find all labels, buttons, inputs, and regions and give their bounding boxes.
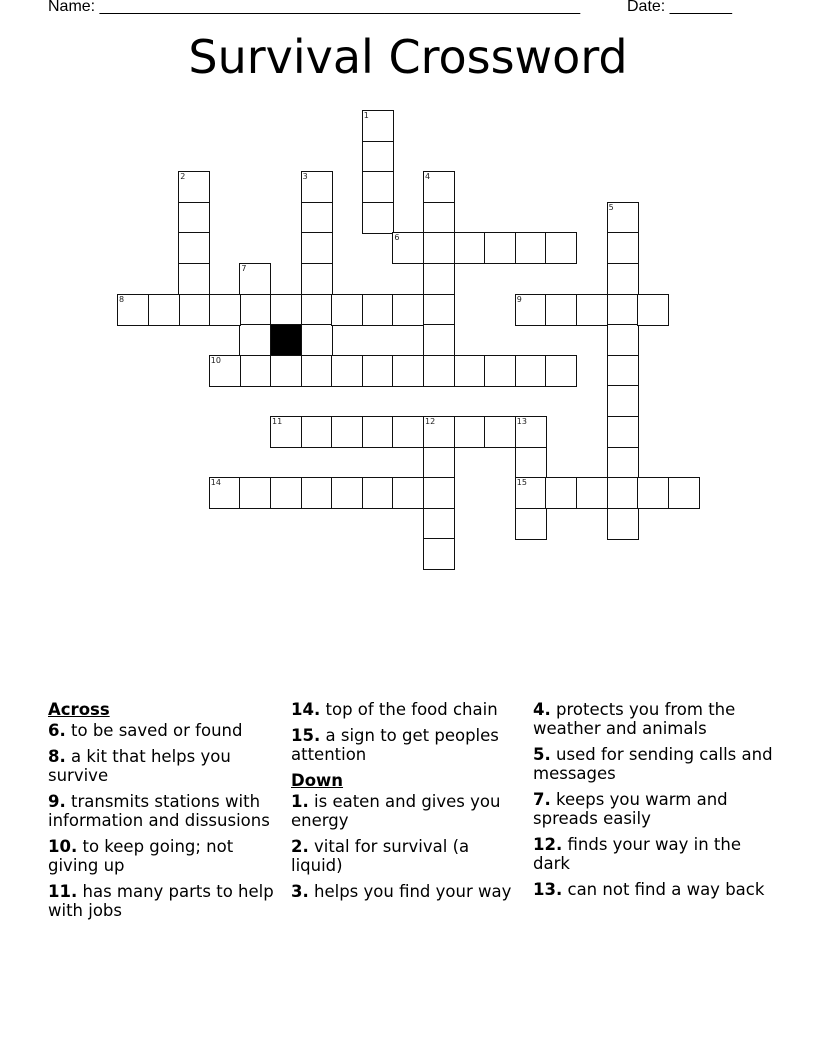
clues-column-2 bbox=[291, 700, 521, 908]
grid-cell[interactable] bbox=[362, 477, 394, 509]
grid-cell[interactable] bbox=[423, 263, 455, 295]
grid-cell[interactable] bbox=[362, 110, 394, 142]
clue-number-label: 14 bbox=[210, 478, 221, 488]
clue-text: a sign to get peoples attention bbox=[291, 726, 499, 764]
grid-cell[interactable] bbox=[392, 294, 424, 326]
clue-number: 6 bbox=[48, 721, 60, 740]
grid-cell[interactable] bbox=[331, 416, 363, 448]
clue-number-label: 5 bbox=[608, 202, 614, 212]
grid-cell[interactable] bbox=[545, 477, 577, 509]
clue-text: finds your way in the dark bbox=[533, 835, 741, 873]
clue-text: used for sending calls and messages bbox=[533, 745, 773, 783]
grid-cell[interactable] bbox=[331, 477, 363, 509]
clue-number-label: 1 bbox=[363, 111, 369, 120]
clue-number-label: 2 bbox=[180, 172, 186, 182]
grid-cell[interactable] bbox=[239, 263, 271, 295]
grid-cell[interactable] bbox=[178, 171, 210, 203]
grid-cell[interactable] bbox=[239, 294, 271, 326]
clue-across-15: 15. a sign to get peoples attention bbox=[291, 726, 499, 764]
grid-cell[interactable] bbox=[362, 294, 394, 326]
grid-cell[interactable] bbox=[392, 232, 424, 264]
grid-cell[interactable] bbox=[301, 263, 333, 295]
grid-cell[interactable] bbox=[270, 355, 302, 387]
grid-cell[interactable] bbox=[301, 416, 333, 448]
clue-number-label: 11 bbox=[272, 417, 283, 426]
clue-across-6: 6. to be saved or found bbox=[48, 721, 243, 740]
clue-number: 5 bbox=[533, 745, 545, 764]
grid-cell[interactable] bbox=[607, 385, 639, 417]
grid-cell[interactable] bbox=[515, 447, 547, 479]
grid-cell[interactable] bbox=[423, 324, 455, 356]
grid-cell[interactable] bbox=[607, 447, 639, 479]
date-field-label[interactable]: Date: _______ bbox=[627, 0, 732, 15]
name-field-label[interactable]: Name: ______________________________________________________ bbox=[48, 0, 581, 15]
grid-cell[interactable] bbox=[607, 508, 639, 540]
clue-number: 10 bbox=[48, 837, 71, 856]
grid-cell[interactable] bbox=[209, 294, 241, 326]
grid-cell[interactable] bbox=[423, 416, 455, 448]
grid-cell[interactable] bbox=[362, 171, 394, 203]
grid-cell[interactable] bbox=[515, 355, 547, 387]
clue-number: 4 bbox=[533, 700, 545, 719]
clue-across-11: 11. has many parts to help with jobs bbox=[48, 882, 274, 920]
clue-number-label: 9 bbox=[516, 294, 522, 304]
grid-cell[interactable] bbox=[301, 171, 333, 203]
grid-cell[interactable] bbox=[270, 477, 302, 509]
grid-cell[interactable] bbox=[301, 324, 333, 356]
grid-cell[interactable] bbox=[392, 416, 424, 448]
clue-number: 8 bbox=[48, 747, 60, 766]
grid-cell[interactable] bbox=[301, 477, 333, 509]
clues-column-1 bbox=[48, 700, 278, 927]
grid-cell[interactable] bbox=[423, 447, 455, 479]
grid-cell[interactable] bbox=[239, 355, 271, 387]
grid-cell[interactable] bbox=[515, 232, 547, 264]
grid-cell[interactable] bbox=[209, 477, 241, 509]
clue-number: 11 bbox=[48, 882, 71, 901]
clue-across-9: 9. transmits stations with information and dissusions bbox=[48, 792, 270, 830]
clue-text: has many parts to help with jobs bbox=[48, 882, 274, 920]
grid-cell[interactable] bbox=[117, 294, 149, 326]
clue-text: a kit that helps you survive bbox=[48, 747, 231, 785]
grid-cell[interactable] bbox=[607, 202, 639, 234]
clue-text: can not find a way back bbox=[567, 880, 765, 899]
grid-cell[interactable] bbox=[178, 263, 210, 295]
clue-number: 9 bbox=[48, 792, 60, 811]
clue-text: vital for survival (a liquid) bbox=[291, 837, 470, 875]
clue-number: 7 bbox=[533, 790, 545, 809]
clue-number-label: 3 bbox=[302, 172, 308, 182]
down-heading: Down bbox=[291, 771, 344, 790]
clue-down-7: 7. keeps you warm and spreads easily bbox=[533, 790, 728, 828]
grid-cell[interactable] bbox=[576, 294, 608, 326]
grid-cell[interactable] bbox=[239, 477, 271, 509]
grid-cell[interactable] bbox=[576, 477, 608, 509]
grid-cell[interactable] bbox=[362, 416, 394, 448]
grid-cell[interactable] bbox=[607, 263, 639, 295]
clue-down-1: 1. is eaten and gives you energy bbox=[291, 792, 501, 830]
clue-text: to keep going; not giving up bbox=[48, 837, 234, 875]
grid-cell[interactable] bbox=[423, 477, 455, 509]
clue-number: 3 bbox=[291, 882, 303, 901]
grid-cell[interactable] bbox=[454, 232, 486, 264]
grid-cell[interactable] bbox=[484, 232, 516, 264]
grid-cell[interactable] bbox=[484, 416, 516, 448]
grid-cell[interactable] bbox=[148, 294, 180, 326]
grid-cell[interactable] bbox=[607, 232, 639, 264]
grid-cell[interactable] bbox=[515, 294, 547, 326]
clue-text: keeps you warm and spreads easily bbox=[533, 790, 728, 828]
grid-cell[interactable] bbox=[362, 202, 394, 234]
grid-cell[interactable] bbox=[454, 416, 486, 448]
clue-text: to be saved or found bbox=[71, 721, 243, 740]
clue-number-label: 13 bbox=[516, 417, 527, 426]
grid-cell[interactable] bbox=[423, 355, 455, 387]
grid-cell[interactable] bbox=[454, 355, 486, 387]
grid-cell[interactable] bbox=[423, 202, 455, 234]
grid-cell[interactable] bbox=[270, 294, 302, 326]
clue-number: 15 bbox=[291, 726, 314, 745]
grid-cell[interactable] bbox=[209, 355, 241, 387]
clue-number: 2 bbox=[291, 837, 303, 856]
grid-cell[interactable] bbox=[515, 416, 547, 448]
grid-cell[interactable] bbox=[270, 416, 302, 448]
grid-cell[interactable] bbox=[607, 416, 639, 448]
clue-number: 12 bbox=[533, 835, 556, 854]
grid-cell[interactable] bbox=[178, 202, 210, 234]
grid-cell[interactable] bbox=[423, 232, 455, 264]
grid-cell[interactable] bbox=[607, 355, 639, 387]
clue-text: helps you find your way bbox=[314, 882, 512, 901]
grid-cell[interactable] bbox=[331, 294, 363, 326]
clue-number: 13 bbox=[533, 880, 556, 899]
clues-column-3 bbox=[533, 700, 773, 906]
grid-cell[interactable] bbox=[515, 477, 547, 509]
clue-text: protects you from the weather and animals bbox=[533, 700, 736, 738]
page-title: Survival Crossword bbox=[188, 30, 628, 84]
clue-across-8: 8. a kit that helps you survive bbox=[48, 747, 231, 785]
clue-number-label: 12 bbox=[425, 417, 436, 426]
grid-cell[interactable] bbox=[545, 232, 577, 264]
across-heading: Across bbox=[48, 700, 110, 719]
grid-cell[interactable] bbox=[423, 294, 455, 326]
clue-number: 1 bbox=[291, 792, 303, 811]
grid-cell[interactable] bbox=[301, 355, 333, 387]
grid-cell[interactable] bbox=[545, 355, 577, 387]
grid-cell[interactable] bbox=[484, 355, 516, 387]
grid-cell[interactable] bbox=[331, 355, 363, 387]
grid-cell[interactable] bbox=[362, 141, 394, 173]
grid-cell[interactable] bbox=[392, 355, 424, 387]
clue-down-5: 5. used for sending calls and messages bbox=[533, 745, 773, 783]
clue-text: is eaten and gives you energy bbox=[291, 792, 501, 830]
grid-cell[interactable] bbox=[362, 355, 394, 387]
grid-cell[interactable] bbox=[178, 232, 210, 264]
grid-cell[interactable] bbox=[301, 202, 333, 234]
grid-cell[interactable] bbox=[515, 508, 547, 540]
clue-down-2: 2. vital for survival (a liquid) bbox=[291, 837, 470, 875]
clue-text: top of the food chain bbox=[325, 700, 498, 719]
grid-cell[interactable] bbox=[423, 508, 455, 540]
grid-cell[interactable] bbox=[637, 477, 669, 509]
grid-cell[interactable] bbox=[301, 294, 333, 326]
grid-cell[interactable] bbox=[607, 294, 639, 326]
clue-number: 14 bbox=[291, 700, 314, 719]
clue-number-label: 15 bbox=[516, 478, 527, 488]
clue-down-13: 13. can not find a way back bbox=[533, 880, 765, 899]
clue-down-3: 3. helps you find your way bbox=[291, 882, 512, 901]
grid-cell[interactable] bbox=[178, 294, 210, 326]
grid-cell[interactable] bbox=[607, 324, 639, 356]
clue-across-14: 14. top of the food chain bbox=[291, 700, 498, 719]
grid-cell[interactable] bbox=[392, 477, 424, 509]
grid-cell[interactable] bbox=[668, 477, 700, 509]
grid-cell[interactable] bbox=[423, 171, 455, 203]
grid-cell[interactable] bbox=[545, 294, 577, 326]
clue-number-label: 7 bbox=[241, 264, 247, 273]
clue-number-label: 8 bbox=[119, 294, 125, 304]
grid-cell[interactable] bbox=[423, 538, 455, 570]
clue-number-label: 4 bbox=[425, 172, 431, 182]
clue-text: transmits stations with information and dissusions bbox=[48, 792, 270, 830]
clue-down-4: 4. protects you from the weather and animals bbox=[533, 700, 736, 738]
grid-cell[interactable] bbox=[637, 294, 669, 326]
clue-across-10: 10. to keep going; not giving up bbox=[48, 837, 234, 875]
grid-cell[interactable] bbox=[607, 477, 639, 509]
grid-cell[interactable] bbox=[239, 324, 271, 356]
clue-number-label: 10 bbox=[210, 355, 221, 365]
black-cell bbox=[270, 324, 302, 356]
clue-number-label: 6 bbox=[394, 233, 400, 243]
clue-down-12: 12. finds your way in the dark bbox=[533, 835, 741, 873]
grid-cell[interactable] bbox=[301, 232, 333, 264]
